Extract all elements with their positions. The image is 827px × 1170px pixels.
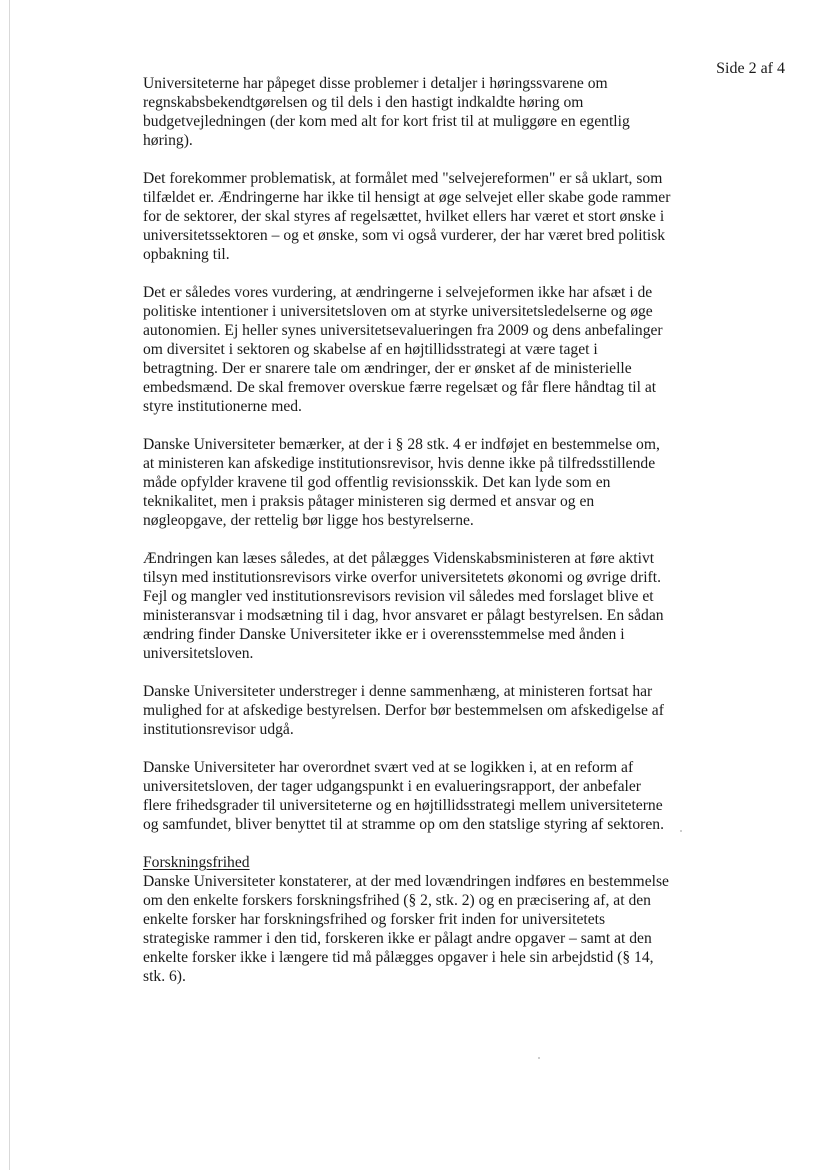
paragraph-5: Ændringen kan læses således, at det pålægges Videnskabsministeren at føre aktivt tilsyn med institutionsrevisors virke overfor universitetets økonomi og øvrige drift. Fejl og mangler ved institutionsrevisors revision vil således med forslaget blive et ministeransvar i modsætning til i dag, hvor ansvaret er pålagt bestyrelsen. En sådan ændring finder Danske Universiteter ikke er i overensstemmelse med ånden i universitetsloven. xyxy=(143,550,664,662)
section-forskningsfrihed xyxy=(143,853,673,986)
section-heading: Forskningsfrihed xyxy=(143,854,250,871)
paragraph-1: Universiteterne har påpeget disse problemer i detaljer i høringssvarene om regnskabsbekendtgørelsen og til dels i den hastigt indkaldte høring om budgetvejledningen (der kom med alt for kort frist til at muliggøre en egentlig høring). xyxy=(143,75,630,149)
scan-speck xyxy=(538,1057,540,1059)
paragraph-6: Danske Universiteter understreger i denne sammenhæng, at ministeren fortsat har mulighed for at afskedige bestyrelsen. Derfor bør bestemmelsen om afskedigelse af institutionsrevisor udgå. xyxy=(143,683,664,738)
paragraph-2: Det forekommer problematisk, at formålet med "selvejereformen" er så uklart, som tilfældet er. Ændringerne har ikke til hensigt at øge selvejet eller skabe gode rammer for de sektorer, der skal styres af regelsættet, hvilket ellers har været et stort ønske i universitetssektoren – og et ønske, som vi også vurderer, der har været bred politisk opbakning til. xyxy=(143,170,671,263)
paragraph-7: Danske Universiteter har overordnet svært ved at se logikken i, at en reform af universitetsloven, der tager udgangspunkt i en evalueringsrapport, der anbefaler flere frihedsgrader til universiteterne og en højtillidsstrategi mellem universiteterne og samfundet, bliver benyttet til at stramme op om den statslige styring af sektoren. xyxy=(143,759,664,833)
scan-edge xyxy=(9,0,10,1170)
letter-body xyxy=(143,74,673,986)
paragraph-3: Det er således vores vurdering, at ændringerne i selvejeformen ikke har afsæt i de politiske intentioner i universitetsloven om at styrke universitetsledelserne og øge autonomien. Ej heller synes universitetsevalueringen fra 2009 og dens anbefalinger om diversitet i sektoren og skabelse af en højtillidsstrategi at være taget i betragtning. Der er snarere tale om ændringer, der er ønsket af de ministerielle embedsmænd. De skal fremover overskue færre regelsæt og får flere håndtag til at styre institutionerne med. xyxy=(143,284,663,415)
section-paragraph: Danske Universiteter konstaterer, at der med lovændringen indføres en bestemmelse om den enkelte forskers forskningsfrihed (§ 2, stk. 2) og en præcisering af, at den enkelte forsker har forskningsfrihed og forsker frit inden for universitetets strategiske rammer i den tid, forskeren ikke er pålagt andre opgaver – samt at den enkelte forsker ikke i længere tid må pålægges opgaver i hele sin arbejdstid (§ 14, stk. 6). xyxy=(143,873,669,985)
paragraph-4: Danske Universiteter bemærker, at der i § 28 stk. 4 er indføjet en bestemmelse om, at ministeren kan afskedige institutionsrevisor, hvis denne ikke på tilfredsstillende måde opfylder kravene til god offentlig revisionsskik. Det kan lyde som en teknikalitet, men i praksis påtager ministeren sig dermed et ansvar og en nøgleopgave, der rettelig bør ligge hos bestyrelserne. xyxy=(143,436,660,529)
page-number: Side 2 af 4 xyxy=(716,60,785,77)
scan-speck xyxy=(680,830,682,832)
